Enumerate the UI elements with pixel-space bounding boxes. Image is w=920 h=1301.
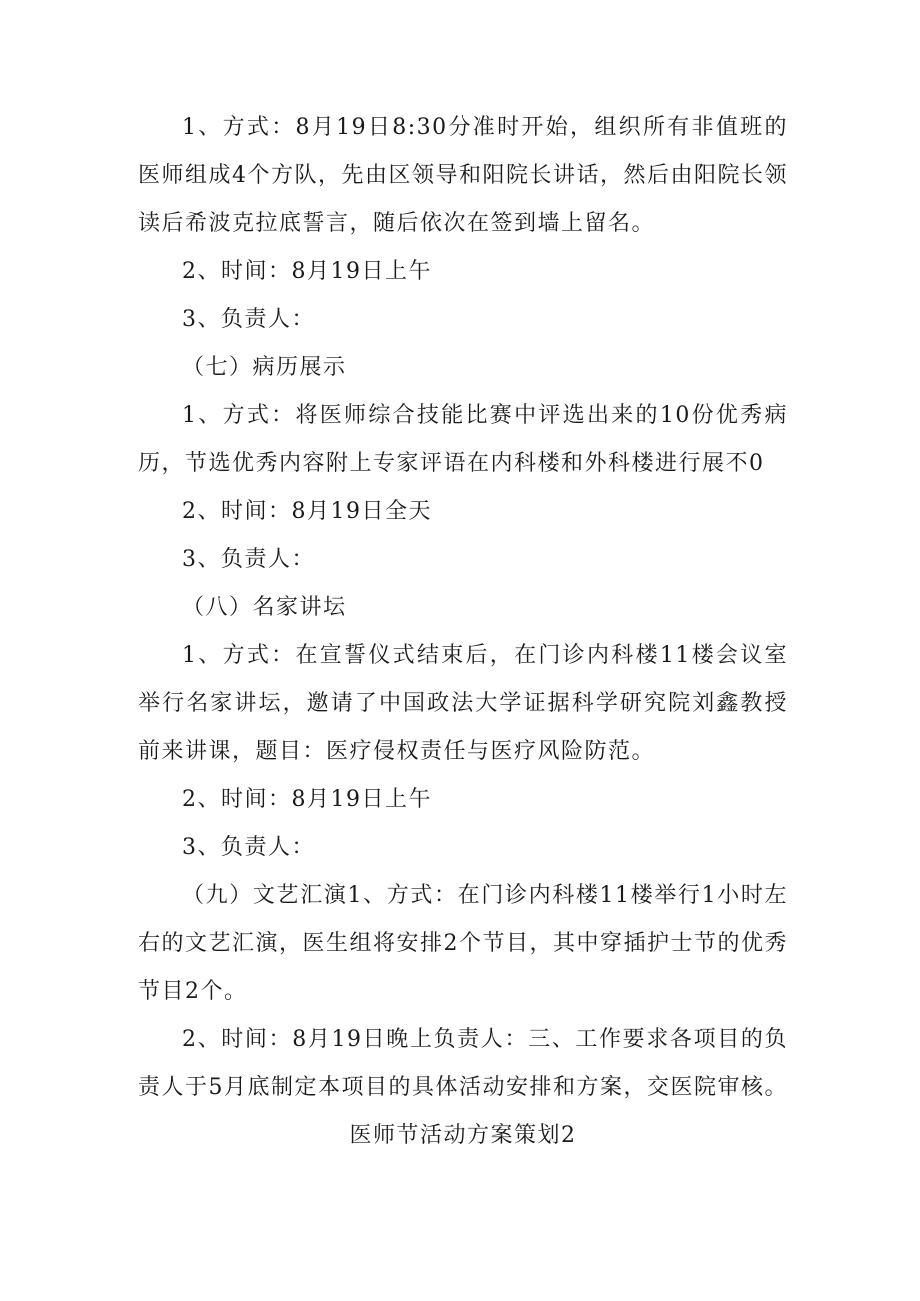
document-body — [138, 104, 788, 1160]
section-heading-7: （七）病历展示 — [182, 355, 347, 380]
paragraph-time-1: 2、时间：8月19日上午 — [182, 259, 432, 284]
paragraph-time-8: 2、时间：8月19日上午 — [182, 787, 432, 812]
section-heading-8: （八）名家讲坛 — [182, 595, 347, 620]
paragraph-time-7: 2、时间：8月19日全天 — [182, 499, 432, 524]
paragraph-method-7: 1、方式：将医师综合技能比赛中评选出来的10份优秀病历，节选优秀内容附上专家评语在内科楼和外科楼进行展不0 — [138, 403, 788, 476]
document-title: 医师节活动方案策划2 — [349, 1123, 577, 1148]
paragraph-method-1: 1、方式：8月19日8:30分准时开始，组织所有非值班的医师组成4个方队，先由区领导和阳院长讲话，然后由阳院长领读后希波克拉底誓言，随后依次在签到墙上留名。 — [138, 115, 788, 236]
paragraph-owner-8: 3、负责人： — [182, 835, 315, 860]
paragraph-method-8: 1、方式：在宣誓仪式结束后，在门诊内科楼11楼会议室举行名家讲坛，邀请了中国政法大学证据科学研究院刘鑫教授前来讲课，题目：医疗侵权责任与医疗风险防范。 — [138, 643, 788, 764]
paragraph-time-9: 2、时间：8月19日晚上负责人：三、工作要求各项目的负责人于5月底制定本项目的具体活动安排和方案，交医院审核。 — [138, 1027, 788, 1100]
paragraph-owner-1: 3、负责人： — [182, 307, 315, 332]
paragraph-owner-7: 3、负责人： — [182, 547, 315, 572]
section-heading-9: （九）文艺汇演1、方式：在门诊内科楼11楼举行1小时左右的文艺汇演，医生组将安排2个节目，其中穿插护士节的优秀节目2个。 — [138, 883, 788, 1004]
